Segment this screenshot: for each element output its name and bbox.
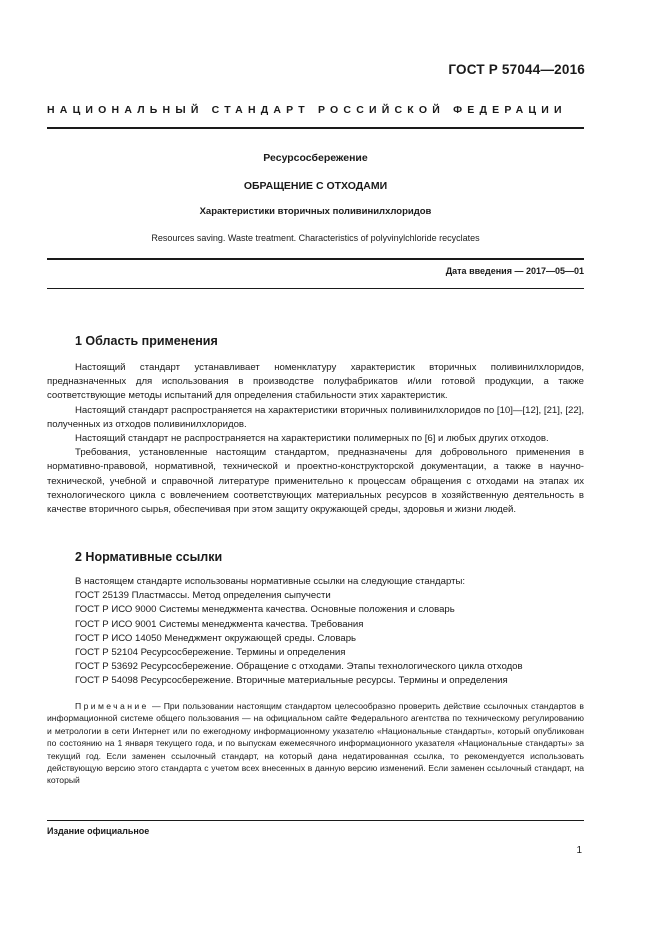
standard-code: ГОСТ Р 57044—2016	[448, 62, 585, 77]
footer-divider	[47, 820, 584, 821]
title-main: ОБРАЩЕНИЕ С ОТХОДАМИ	[243, 180, 388, 192]
references-intro: В настоящем стандарте использованы нормативные ссылки на следующие стандарты:	[75, 576, 466, 587]
reference-item: ГОСТ 25139 Пластмассы. Метод определения сыпучести	[75, 590, 331, 602]
paragraph: Настоящий стандарт устанавливает номенклатуру характеристик вторичных поливинилхлоридов, предназначенных для использования в производстве полуфабрикатов и/или готовой продукции, а также соответствующие методы испытаний для определения стабильности этих характеристик.	[47, 362, 584, 402]
section-heading-scope: 1 Область применения	[75, 334, 218, 348]
paragraph: Настоящий стандарт распространяется на характеристики вторичных поливинилхлоридов по [10]—[12], [21], [22], полученных из отходов поливинилхлоридов.	[47, 404, 584, 430]
top-divider	[47, 127, 584, 129]
title-english: Resources saving. Waste treatment. Characteristics of polyvinylchloride recyclates	[151, 233, 480, 243]
effective-date: Дата введения — 2017—05—01	[445, 266, 584, 276]
reference-item: ГОСТ Р 54098 Ресурсосбережение. Вторичные материальные ресурсы. Термины и определения	[75, 675, 508, 687]
paragraph: Требования, установленные настоящим стандартом, предназначены для добровольного применения в нормативно-правовой, нормативной, технической и проектно-конструкторской документации, а также в научно-технической, учебной и справочной литературе применительно к процессам обращения с отходами на этапах их технологического цикла с вовлечением соответствующих материальных ресурсов в хозяйственную деятельность в качестве вторичного сырья, обеспечивая при этом защиту окружающей среды, здоровья и жизни людей.	[47, 447, 584, 516]
date-divider	[47, 288, 584, 289]
reference-item: ГОСТ Р ИСО 9000 Системы менеджмента качества. Основные положения и словарь	[75, 604, 455, 616]
reference-item: ГОСТ Р 53692 Ресурсосбережение. Обращение с отходами. Этапы технологического цикла отходов	[75, 661, 523, 673]
note-paragraph	[47, 700, 584, 787]
edition-label: Издание официальное	[47, 826, 150, 836]
section-heading-references: 2 Нормативные ссылки	[75, 550, 223, 564]
national-standard-banner: НАЦИОНАЛЬНЫЙ СТАНДАРТ РОССИЙСКОЙ ФЕДЕРАЦИИ	[47, 104, 567, 116]
title-divider	[47, 258, 584, 260]
page-number: 1	[576, 845, 582, 856]
note-text: — При пользовании настоящим стандартом целесообразно проверить действие ссылочных стандартов в информационной системе общего пользования — на официальном сайте Федерального агентства по техническому регулированию и метрологии в сети Интернет или по ежегодному информационному указателю «Национальные стандарты», который опубликован по состоянию на 1 января текущего года, и по выпускам ежемесячного информационного указателя «Национальные стандарты» за текущий год. Если заменен ссылочный стандарт, на который дана недатированная ссылка, то рекомендуется использовать действующую версию этого стандарта с учетом всех внесенных в данную версию изменений. Если заменен ссылочный стандарт, на который	[47, 701, 584, 786]
reference-item: ГОСТ Р ИСО 9001 Системы менеджмента качества. Требования	[75, 618, 364, 630]
reference-item: ГОСТ Р ИСО 14050 Менеджмент окружающей среды. Словарь	[75, 632, 357, 644]
section-body-scope	[47, 361, 584, 517]
references-note	[47, 700, 584, 787]
title-sub: Характеристики вторичных поливинилхлоридов	[199, 206, 432, 217]
section-body-references	[75, 575, 584, 689]
note-label: Примечание	[75, 701, 149, 711]
reference-item: ГОСТ Р 52104 Ресурсосбережение. Термины и определения	[75, 647, 346, 659]
paragraph: Настоящий стандарт не распространяется на характеристики полимерных по [6] и любых других отходов.	[75, 433, 549, 445]
title-subject: Ресурсосбережение	[263, 152, 368, 164]
